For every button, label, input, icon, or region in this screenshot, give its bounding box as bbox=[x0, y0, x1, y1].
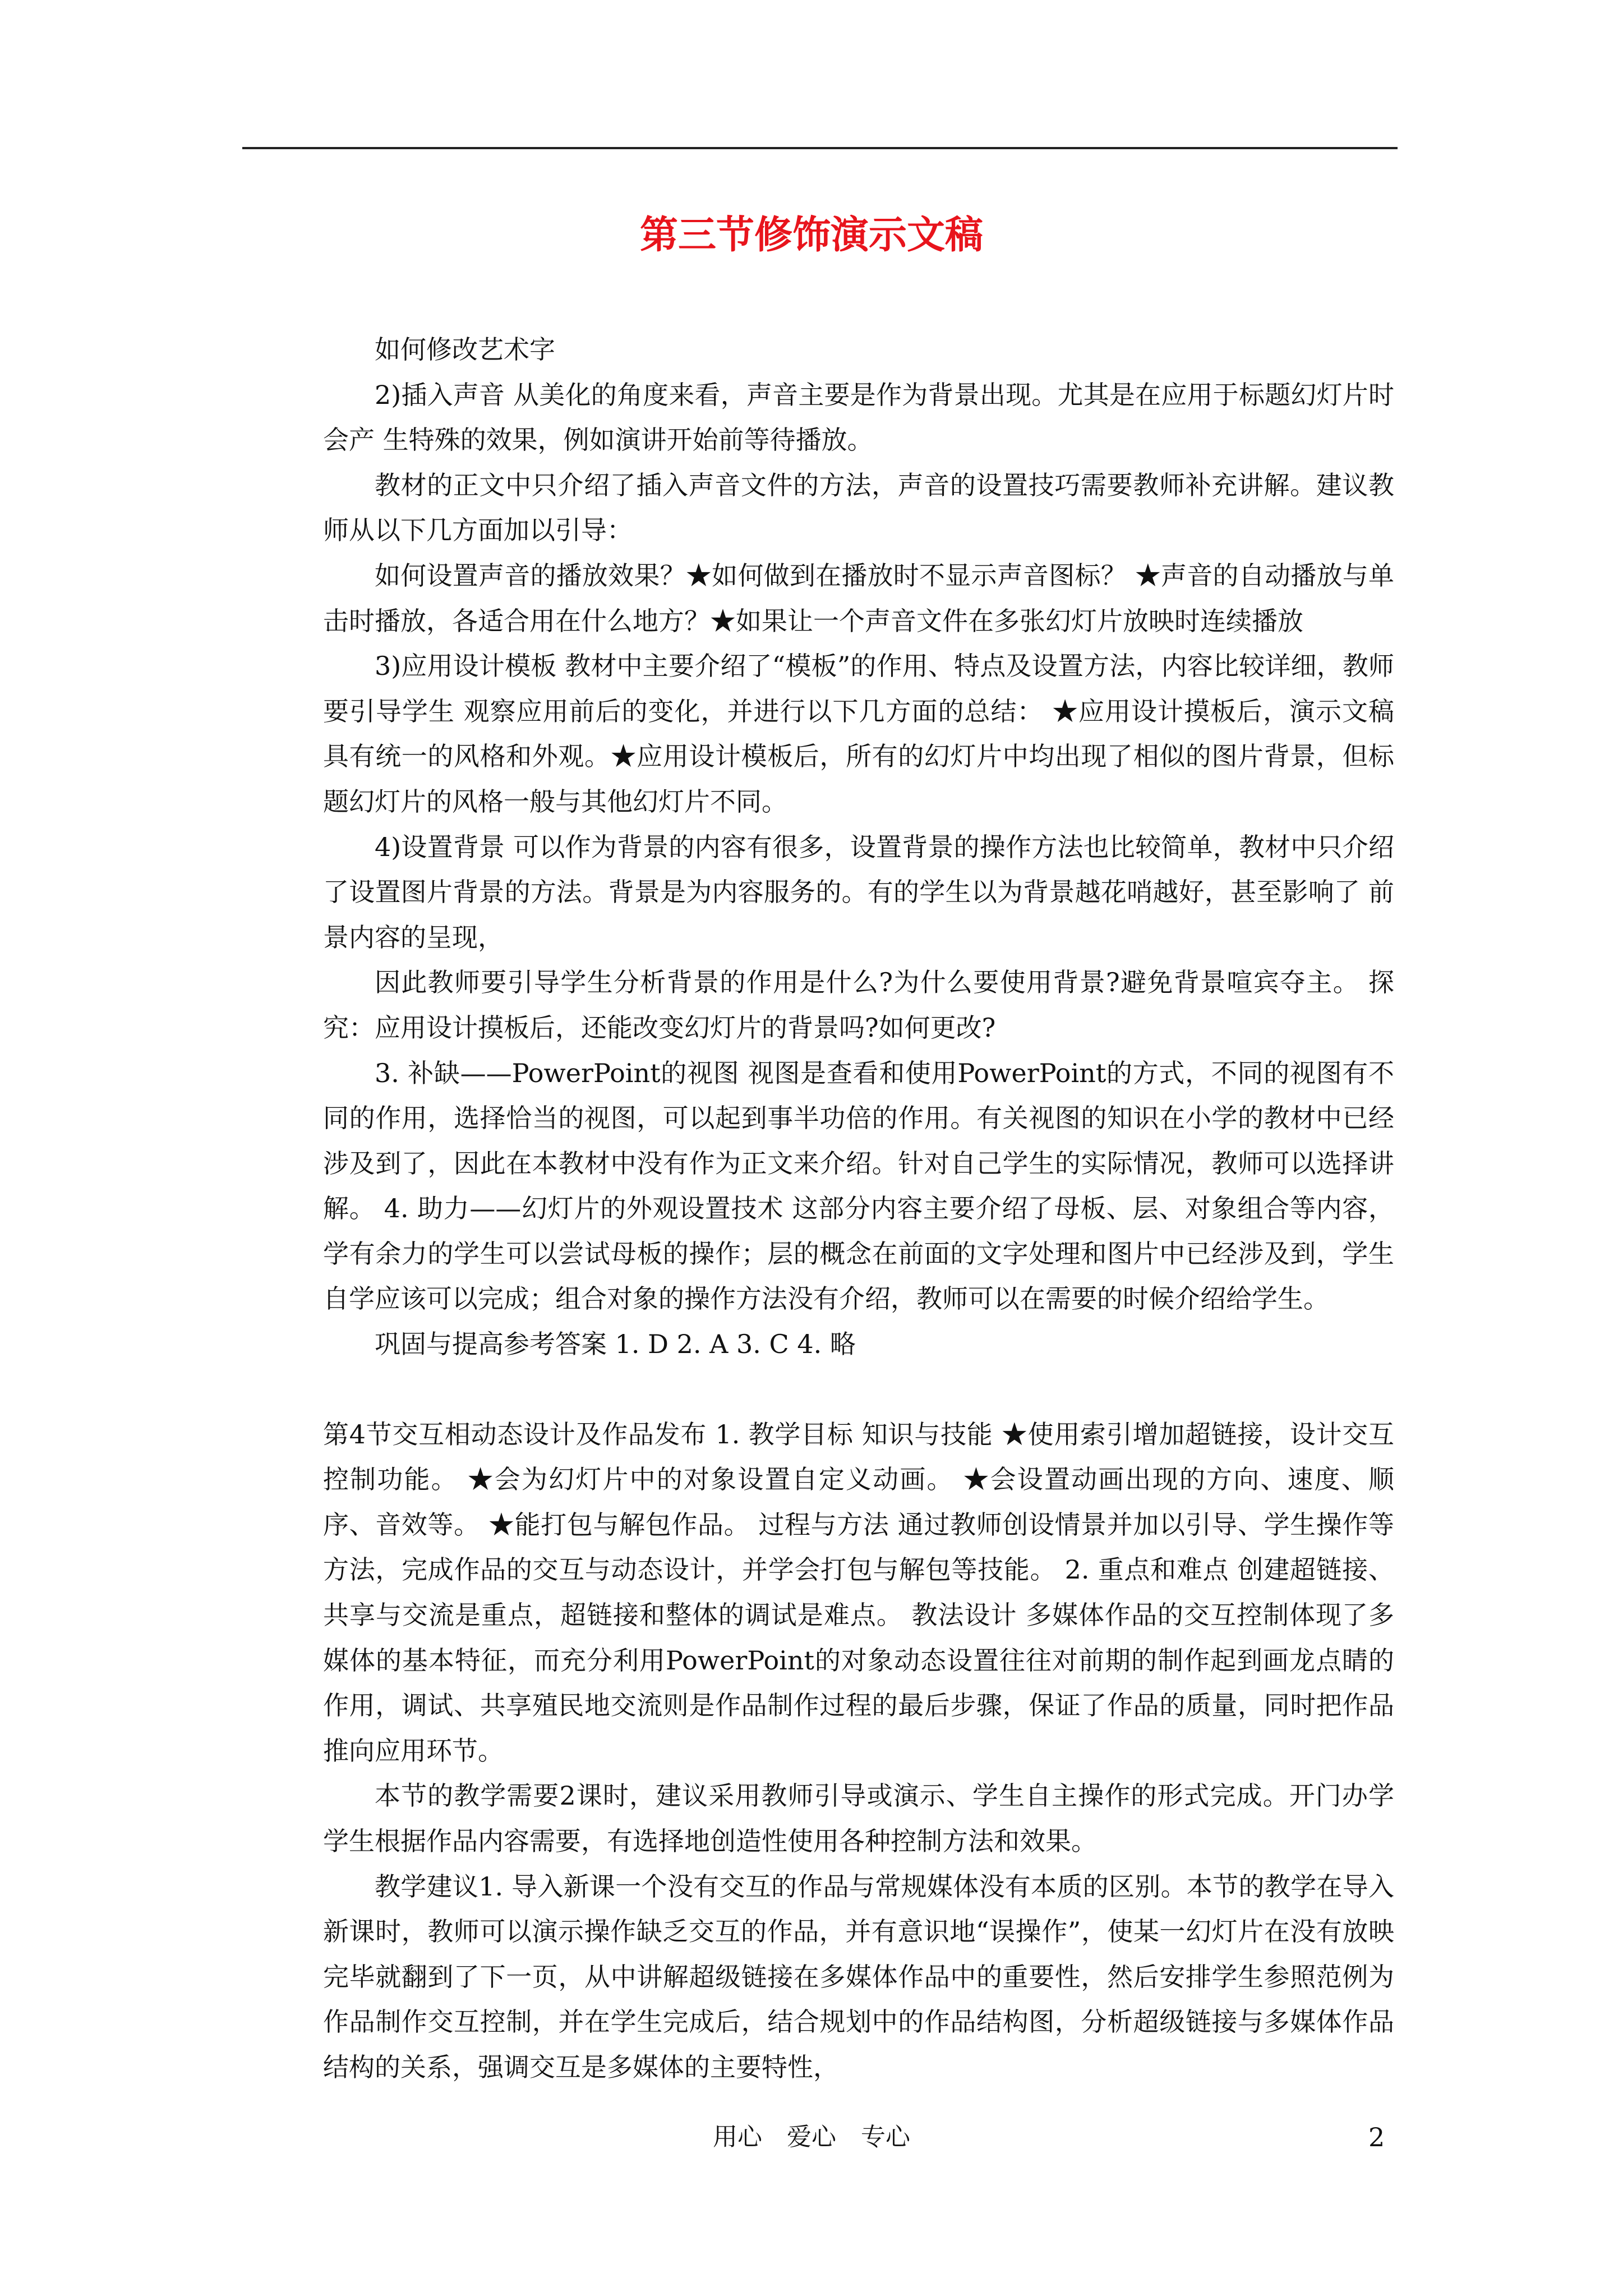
paragraph: 本节的教学需要2课时，建议采用教师引导或演示、学生自主操作的形式完成。开门办学学生根据作品内容需要，有选择地创造性使用各种控制方法和效果。 bbox=[323, 1780, 1394, 1856]
paragraph: 2)插入声音 从美化的角度来看，声音主要是作为背景出现。尤其是在应用于标题幻灯片时会产 生特殊的效果，例如演讲开始前等待播放。 bbox=[323, 379, 1394, 455]
paragraph: 如何设置声音的播放效果？★如何做到在播放时不显示声音图标？ ★声音的自动播放与单击时播放，各适合用在什么地方？★如果让一个声音文件在多张幻灯片放映时连续播放 bbox=[323, 560, 1394, 636]
section-4-paragraph: 第4节交互相动态设计及作品发布 1. 教学目标 知识与技能 ★使用索引增加超链接，设计交互控制功能。 ★会为幻灯片中的对象设置自定义动画。 ★会设置动画出现的方向、速度、顺序、音效等。 ★能打包与解包作品。 过程与方法 通过教师创设情景并加以引导、学生操作等方法，完成作品的交互与动态设计，并学会打包与解包等技能。 2. 重点和难点 创建超链接、共享与交流是重点，超链接和整体的调试是难点。 教法设计 多媒体作品的交互控制体现了多媒体的基本特征，而充分利用PowerPoint的对象动态设置往往对前期的制作起到画龙点睛的作用，调试、共享殖民地交流则是作品制作过程的最后步骤，保证了作品的质量，同时把作品推向应用环节。 bbox=[323, 1419, 1394, 1766]
paragraph: 3. 补缺——PowerPoint的视图 视图是查看和使用PowerPoint的方式，不同的视图有不同的作用，选择恰当的视图，可以起到事半功倍的作用。有关视图的知识在小学的教材中已经涉及到了，因此在本教材中没有作为正文来介绍。针对自己学生的实际情况，教师可以选择讲解。 4. 助力——幻灯片的外观设置技术 这部分内容主要介绍了母板、层、对象组合等内容，学有余力的学生可以尝试母板的操作；层的概念在前面的文字处理和图片中已经涉及到，学生自学应该可以完成；组合对象的操作方法没有介绍，教师可以在需要的时候介绍给学生。 bbox=[323, 1057, 1394, 1314]
paragraph: 巩固与提高参考答案 1. D 2. A 3. C 4. 略 bbox=[375, 1329, 856, 1360]
footer-motto: 用心 爱心 专心 bbox=[713, 2123, 910, 2151]
section-spacer bbox=[323, 1367, 1394, 1412]
document-body bbox=[323, 327, 1394, 2090]
page-title: 第三节修饰演示文稿 bbox=[639, 213, 983, 257]
paragraph: 如何修改艺术字 bbox=[375, 334, 555, 365]
paragraph: 教学建议1. 导入新课一个没有交互的作品与常规媒体没有本质的区别。本节的教学在导入新课时，教师可以演示操作缺乏交互的作品，并有意识地“误操作”，使某一幻灯片在没有放映完毕就翻到了下一页，从中讲解超级链接在多媒体作品中的重要性，然后安排学生参照范例为作品制作交互控制，并在学生完成后，结合规划中的作品结构图，分析超级链接与多媒体作品结构的关系，强调交互是多媒体的主要特性， bbox=[323, 1871, 1394, 2082]
page-number: 2 bbox=[1368, 2122, 1385, 2152]
header-rule bbox=[242, 147, 1398, 149]
paragraph: 教材的正文中只介绍了插入声音文件的方法，声音的设置技巧需要教师补充讲解。建议教师从以下几方面加以引导： bbox=[323, 470, 1394, 546]
paragraph: 4)设置背景 可以作为背景的内容有很多，设置背景的操作方法也比较简单，教材中只介绍了设置图片背景的方法。背景是为内容服务的。有的学生以为背景越花哨越好，甚至影响了 前景内容的呈现， bbox=[323, 831, 1394, 953]
paragraph: 3)应用设计模板 教材中主要介绍了“模板”的作用、特点及设置方法，内容比较详细，教师要引导学生 观察应用前后的变化，并进行以下几方面的总结： ★应用设计摸板后，演示文稿具有统一的风格和外观。★应用设计模板后，所有的幻灯片中均出现了相似的图片背景，但标题幻灯片的风格一般与其他幻灯片不同。 bbox=[323, 651, 1394, 817]
paragraph: 因此教师要引导学生分析背景的作用是什么?为什么要使用背景?避免背景喧宾夺主。 探究：应用设计摸板后，还能改变幻灯片的背景吗?如何更改? bbox=[323, 967, 1394, 1043]
